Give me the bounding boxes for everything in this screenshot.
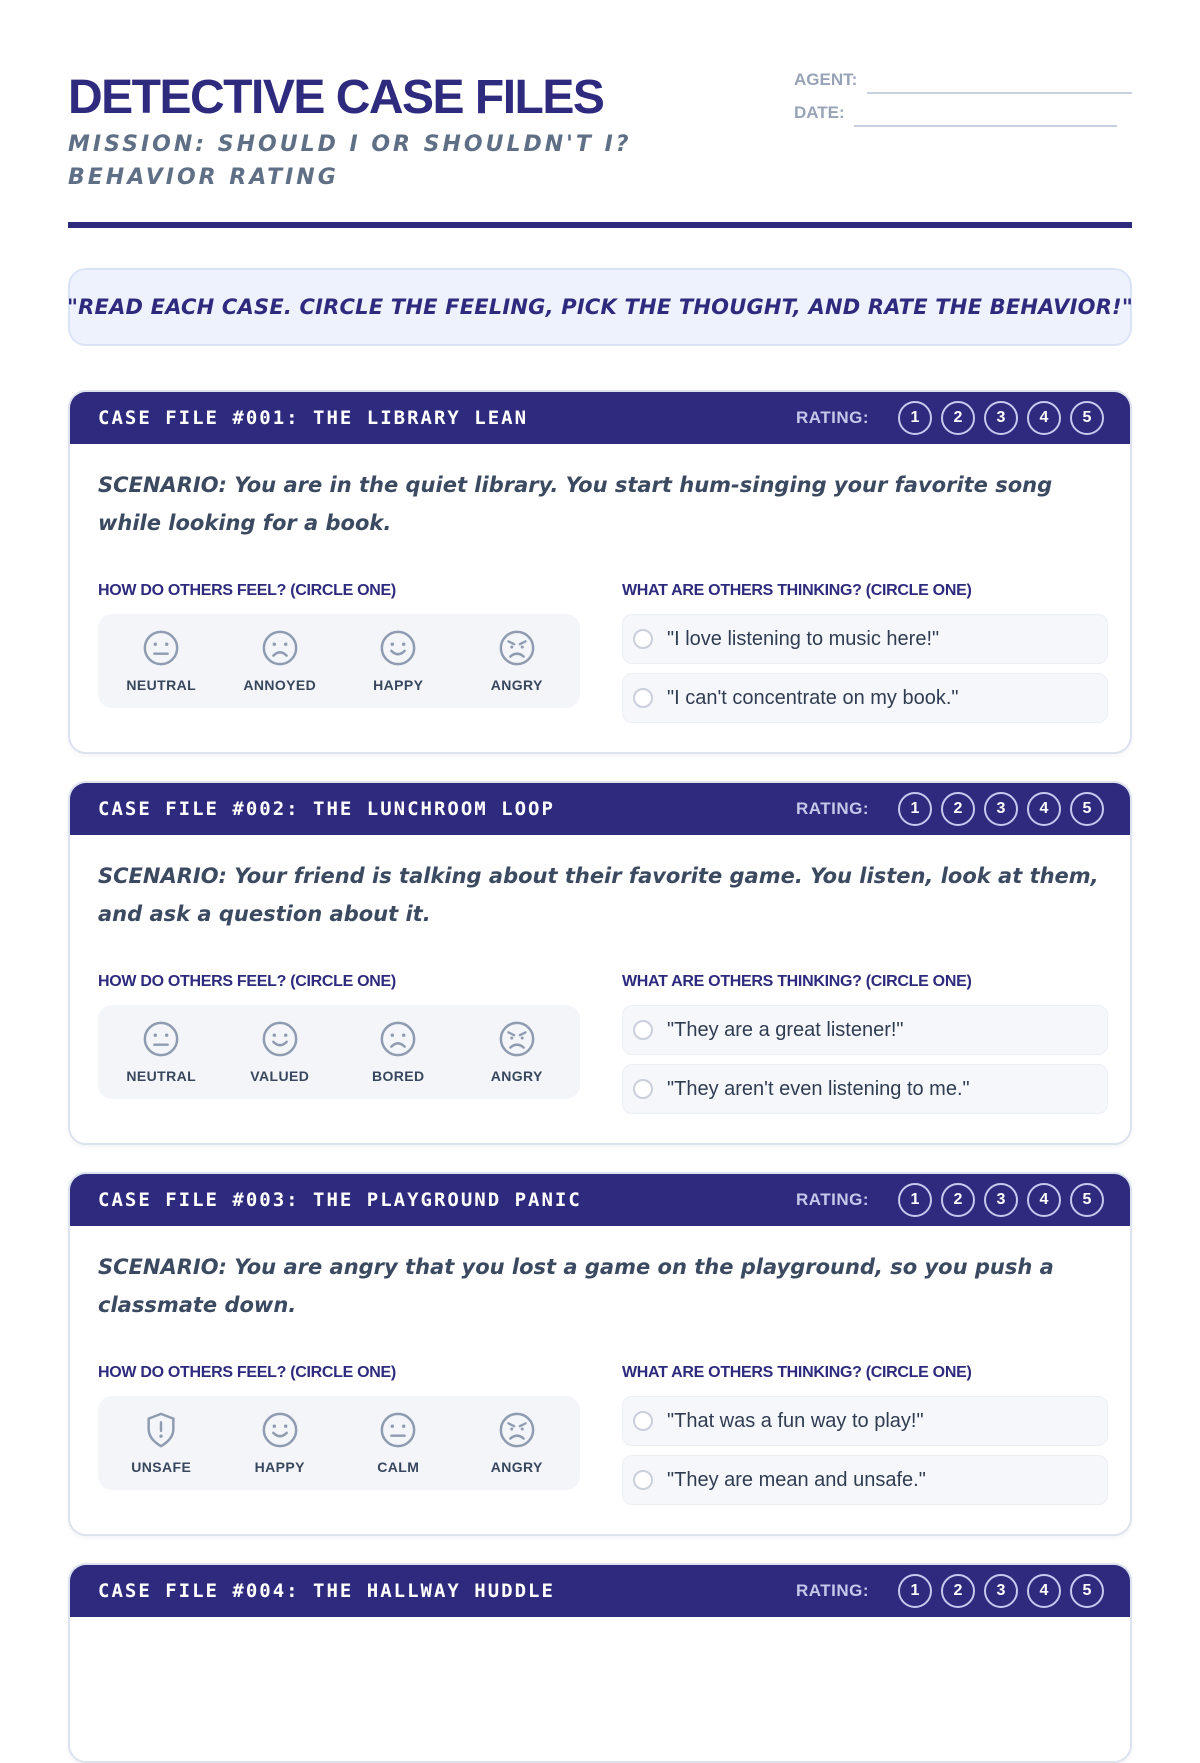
rating-option-3[interactable]: 3 — [984, 401, 1018, 435]
feelings-options — [98, 614, 580, 708]
radio-button[interactable] — [633, 629, 653, 649]
think-prompt: WHAT ARE OTHERS THINKING? (CIRCLE ONE) — [622, 973, 972, 990]
rating-label: RATING: — [795, 1190, 869, 1209]
feel-prompt: HOW DO OTHERS FEEL? (CIRCLE ONE) — [98, 973, 396, 990]
rating-label: RATING: — [795, 1581, 869, 1600]
case-title: CASE FILE #003: THE PLAYGROUND PANIC — [98, 1189, 582, 1211]
rating-option-4[interactable]: 4 — [1027, 1574, 1061, 1608]
rating-selector — [796, 1574, 1104, 1608]
shield-alert-icon — [142, 1411, 180, 1449]
feeling-label: ANGRY — [490, 677, 543, 693]
radio-button[interactable] — [633, 1470, 653, 1490]
rating-option-2[interactable]: 2 — [941, 1183, 975, 1217]
thought-text: "I can't concentrate on my book." — [667, 686, 959, 709]
feeling-label: NEUTRAL — [126, 1068, 197, 1084]
radio-button[interactable] — [633, 1079, 653, 1099]
rating-option-5[interactable]: 5 — [1070, 1574, 1104, 1608]
rating-label: RATING: — [795, 799, 869, 818]
case-header — [70, 392, 1130, 444]
feeling-option-annoyed[interactable] — [225, 629, 335, 693]
rating-option-2[interactable]: 2 — [941, 792, 975, 826]
frown-face-icon — [261, 629, 299, 667]
smile-face-icon — [261, 1020, 299, 1058]
rating-option-1[interactable]: 1 — [898, 1574, 932, 1608]
rating-option-1[interactable]: 1 — [898, 792, 932, 826]
date-line[interactable] — [854, 125, 1117, 127]
instruction-banner — [68, 268, 1132, 346]
feeling-label: UNSAFE — [131, 1459, 192, 1475]
thought-option[interactable] — [622, 673, 1108, 723]
neutral-face-icon — [142, 1020, 180, 1058]
smile-face-icon — [379, 629, 417, 667]
rating-option-5[interactable]: 5 — [1070, 401, 1104, 435]
think-prompt: WHAT ARE OTHERS THINKING? (CIRCLE ONE) — [622, 1364, 972, 1381]
feeling-option-neutral[interactable] — [106, 629, 216, 693]
angry-face-icon — [498, 629, 536, 667]
thought-text: "They aren't even listening to me." — [667, 1077, 970, 1100]
rating-selector — [796, 401, 1104, 435]
case-card-001 — [68, 390, 1132, 754]
feeling-option-unsafe[interactable] — [106, 1411, 216, 1475]
feeling-option-calm[interactable] — [343, 1411, 453, 1475]
case-title: CASE FILE #004: THE HALLWAY HUDDLE — [98, 1580, 555, 1602]
case-card-003 — [68, 1172, 1132, 1536]
agent-label: AGENT: — [794, 70, 858, 89]
feeling-label: HAPPY — [373, 677, 424, 693]
feeling-option-happy[interactable] — [343, 629, 453, 693]
rating-option-4[interactable]: 4 — [1027, 401, 1061, 435]
thought-option[interactable] — [622, 614, 1108, 664]
scenario-text: SCENARIO: You are in the quiet library. You start hum-singing your favorite song while looking for a book. — [98, 473, 1053, 535]
rating-option-1[interactable]: 1 — [898, 1183, 932, 1217]
feel-prompt: HOW DO OTHERS FEEL? (CIRCLE ONE) — [98, 582, 396, 599]
page-header — [68, 0, 1132, 228]
rating-option-3[interactable]: 3 — [984, 1574, 1018, 1608]
case-card-002 — [68, 781, 1132, 1145]
feeling-label: ANNOYED — [243, 677, 317, 693]
radio-button[interactable] — [633, 1020, 653, 1040]
page-title: DETECTIVE CASE FILES — [68, 71, 604, 124]
neutral-face-icon — [142, 629, 180, 667]
thought-option[interactable] — [622, 1005, 1108, 1055]
angry-face-icon — [498, 1411, 536, 1449]
feeling-option-angry[interactable] — [462, 629, 572, 693]
rating-option-3[interactable]: 3 — [984, 792, 1018, 826]
feelings-options — [98, 1396, 580, 1490]
rating-option-5[interactable]: 5 — [1070, 792, 1104, 826]
rating-option-2[interactable]: 2 — [941, 1574, 975, 1608]
feeling-label: BORED — [371, 1068, 425, 1084]
rating-option-4[interactable]: 4 — [1027, 792, 1061, 826]
radio-button[interactable] — [633, 688, 653, 708]
feeling-label: HAPPY — [254, 1459, 305, 1475]
date-label: DATE: — [794, 103, 845, 122]
feel-prompt: HOW DO OTHERS FEEL? (CIRCLE ONE) — [98, 1364, 396, 1381]
smile-face-icon — [261, 1411, 299, 1449]
frown-face-icon — [379, 1020, 417, 1058]
rating-label: RATING: — [795, 408, 869, 427]
feeling-label: NEUTRAL — [126, 677, 197, 693]
rating-option-3[interactable]: 3 — [984, 1183, 1018, 1217]
rating-selector — [796, 792, 1104, 826]
rating-option-4[interactable]: 4 — [1027, 1183, 1061, 1217]
thought-text: "That was a fun way to play!" — [667, 1409, 924, 1432]
rating-option-1[interactable]: 1 — [898, 401, 932, 435]
rating-option-2[interactable]: 2 — [941, 401, 975, 435]
page-subtitle: MISSION: SHOULD I OR SHOULDN'T I? BEHAVIOR RATING — [68, 132, 632, 190]
rating-selector — [796, 1183, 1104, 1217]
feeling-label: ANGRY — [490, 1068, 543, 1084]
feeling-option-angry[interactable] — [462, 1020, 572, 1084]
thought-option[interactable] — [622, 1455, 1108, 1505]
think-prompt: WHAT ARE OTHERS THINKING? (CIRCLE ONE) — [622, 582, 972, 599]
feeling-option-valued[interactable] — [225, 1020, 335, 1084]
agent-line[interactable] — [867, 92, 1132, 94]
agent-date-fields — [794, 70, 1132, 136]
instruction-text: "READ EACH CASE. CIRCLE THE FEELING, PICK THE THOUGHT, AND RATE THE BEHAVIOR!" — [67, 295, 1133, 319]
thought-text: "They are mean and unsafe." — [667, 1468, 926, 1491]
case-header — [70, 1174, 1130, 1226]
feeling-option-neutral[interactable] — [106, 1020, 216, 1084]
feeling-label: VALUED — [250, 1068, 310, 1084]
thought-option[interactable] — [622, 1064, 1108, 1114]
neutral-face-icon — [379, 1411, 417, 1449]
feeling-option-bored[interactable] — [343, 1020, 453, 1084]
feeling-label: CALM — [377, 1459, 420, 1475]
scenario-text: SCENARIO: Your friend is talking about their favorite game. You listen, look at them, and ask a question about it. — [98, 864, 1099, 926]
rating-option-5[interactable]: 5 — [1070, 1183, 1104, 1217]
angry-face-icon — [498, 1020, 536, 1058]
radio-button[interactable] — [633, 1411, 653, 1431]
scenario-text: SCENARIO: You are angry that you lost a game on the playground, so you push a classmate down. — [98, 1255, 1054, 1317]
thought-option[interactable] — [622, 1396, 1108, 1446]
agent-field[interactable] — [794, 70, 1132, 103]
case-card-004 — [68, 1563, 1132, 1763]
thought-text: "I love listening to music here!" — [667, 627, 940, 650]
feeling-label: ANGRY — [490, 1459, 543, 1475]
feeling-option-angry[interactable] — [462, 1411, 572, 1475]
date-field[interactable] — [794, 103, 1132, 136]
feelings-options — [98, 1005, 580, 1099]
feeling-option-happy[interactable] — [225, 1411, 335, 1475]
case-title: CASE FILE #002: THE LUNCHROOM LOOP — [98, 798, 555, 820]
case-header — [70, 1565, 1130, 1617]
case-title: CASE FILE #001: THE LIBRARY LEAN — [98, 407, 529, 429]
case-header — [70, 783, 1130, 835]
thought-text: "They are a great listener!" — [667, 1018, 904, 1041]
